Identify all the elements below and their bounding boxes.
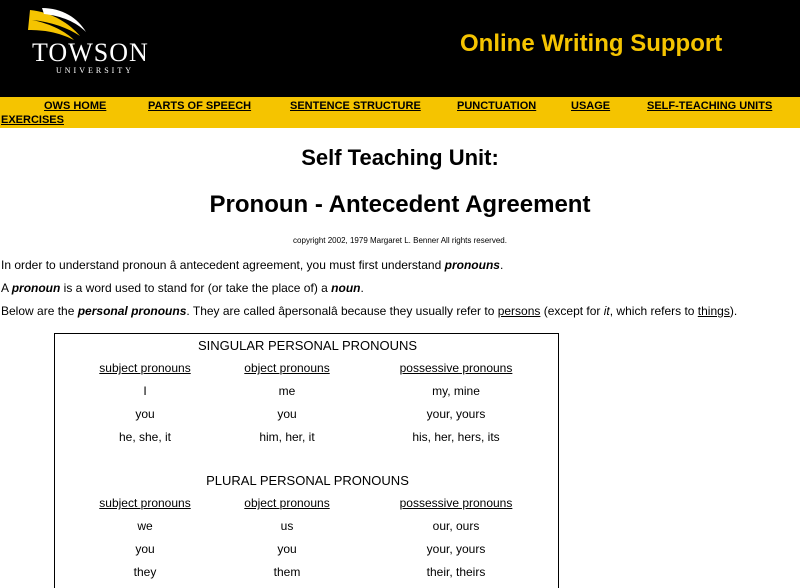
page-title: Self Teaching Unit: [301, 145, 499, 170]
intro-paragraph [1, 258, 503, 272]
nav-ows-home[interactable]: OWS HOME [44, 100, 107, 112]
table-cell: he, she, it [118, 430, 172, 444]
definition-noun: noun [331, 281, 361, 295]
singular-title: SINGULAR PERSONAL PRONOUNS [197, 338, 418, 353]
plural-title: PLURAL PERSONAL PRONOUNS [206, 473, 409, 488]
pp-text-i: ). [729, 304, 738, 318]
intro-text: In order to understand pronoun â antecedent agreement, you must first understand [1, 258, 445, 272]
pp-persons: persons [497, 304, 541, 318]
singular-header-object: object pronouns [244, 361, 330, 375]
table-cell: they [133, 565, 157, 579]
site-header [0, 0, 800, 97]
pp-term: personal pronouns [77, 304, 187, 318]
definition-paragraph [1, 281, 364, 295]
definition-body: is a word used to stand for (or take the place of) a [60, 281, 332, 295]
nav-exercises[interactable]: EXERCISES [1, 114, 64, 126]
singular-header-possessive: possessive pronouns [399, 361, 513, 375]
table-cell: you [135, 407, 155, 421]
nav-self-teaching-units[interactable]: SELF-TEACHING UNITS [647, 100, 773, 112]
definition-text: A [1, 281, 12, 295]
table-cell: you [135, 542, 155, 556]
table-cell: his, her, hers, its [412, 430, 500, 444]
table-cell: your, yours [426, 407, 486, 421]
table-cell: your, yours [426, 542, 486, 556]
pp-text-a: Below are the [1, 304, 78, 318]
table-cell: we [137, 519, 153, 533]
intro-end: . [499, 258, 504, 272]
table-cell: him, her, it [259, 430, 315, 444]
site-title: Online Writing Support [460, 30, 723, 57]
table-cell: you [277, 407, 297, 421]
intro-emphasis: pronouns [444, 258, 500, 272]
table-cell: you [277, 542, 297, 556]
table-cell: their, theirs [426, 565, 486, 579]
logo-text: TOWSON [32, 38, 149, 67]
plural-header-subject: subject pronouns [99, 496, 191, 510]
table-cell: I [143, 384, 147, 398]
pronoun-table [54, 333, 559, 588]
table-cell: my, mine [432, 384, 480, 398]
singular-header-subject: subject pronouns [99, 361, 191, 375]
definition-end: . [360, 281, 364, 295]
pp-things: things [697, 304, 730, 318]
table-cell: me [278, 384, 296, 398]
nav-bar [0, 97, 800, 128]
table-cell: us [280, 519, 294, 533]
table-cell: them [273, 565, 301, 579]
nav-usage[interactable]: USAGE [571, 100, 611, 112]
logo-subtext: UNIVERSITY [56, 66, 134, 75]
personal-pronouns-paragraph [1, 304, 737, 318]
plural-header-object: object pronouns [244, 496, 330, 510]
definition-term: pronoun [11, 281, 61, 295]
nav-sentence-structure[interactable]: SENTENCE STRUCTURE [290, 100, 421, 112]
pp-text-g: , which refers to [609, 304, 698, 318]
pp-it: it [603, 304, 610, 318]
nav-parts-of-speech[interactable]: PARTS OF SPEECH [148, 100, 252, 112]
copyright-notice: copyright 2002, 1979 Margaret L. Benner All rights reserved. [293, 236, 507, 245]
plural-header-possessive: possessive pronouns [399, 496, 513, 510]
nav-punctuation[interactable]: PUNCTUATION [457, 100, 537, 112]
pp-text-e: (except for [540, 304, 604, 318]
pp-text-c: . They are called âpersonalâ because they usually refer to [186, 304, 498, 318]
page-subtitle: Pronoun - Antecedent Agreement [209, 191, 591, 218]
table-cell: our, ours [432, 519, 480, 533]
